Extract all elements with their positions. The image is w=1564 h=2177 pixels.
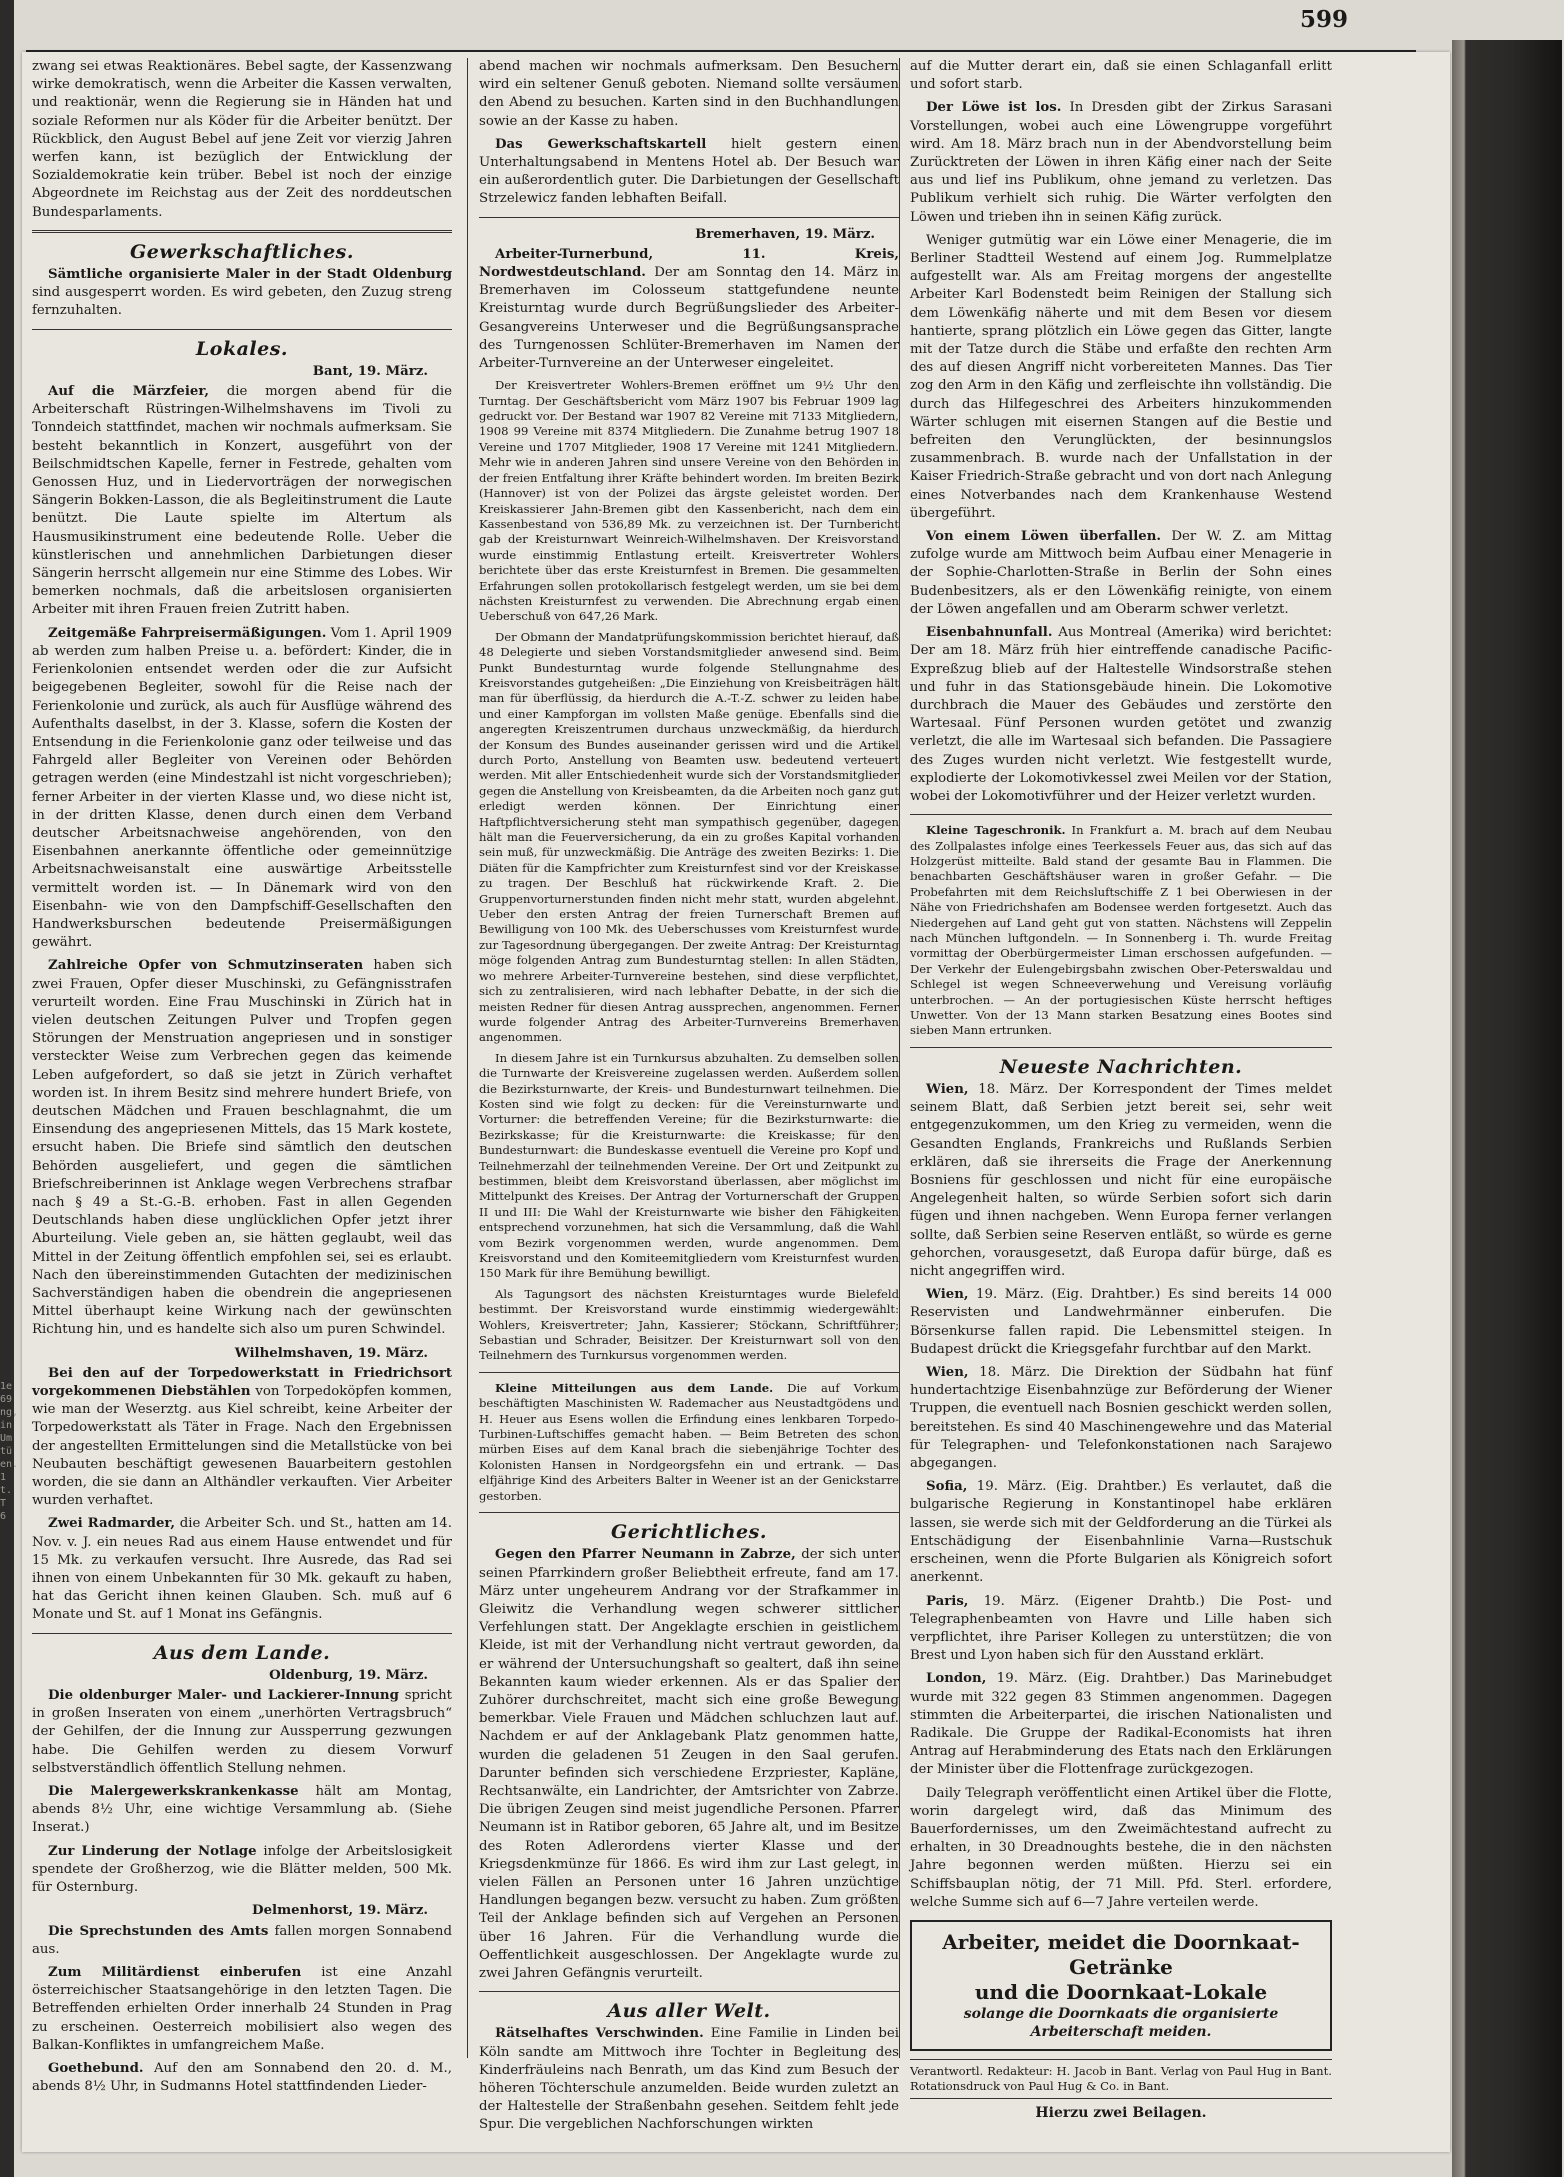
text: hält am Montag, abends 8½ Uhr, eine wichtige Versammlung ab. (Siehe Inserat.) bbox=[32, 1784, 452, 1836]
page-edge bbox=[1452, 40, 1562, 2177]
section-heading-lokales: Lokales. bbox=[195, 337, 289, 360]
paragraph bbox=[910, 1478, 1332, 1587]
lead-phrase: Wien, bbox=[926, 1287, 969, 1303]
dateline: Delmenhorst, 19. März. bbox=[252, 1903, 428, 1919]
text: Vom 1. April 1909 ab werden zum halben Preise u. a. befördert: Kinder, die in Ferienkolonien entsendet werden oder die zur Aufsicht beigegebenen Begleiter, sowohl für die Reise nach der Ferienkolonie und zurück, als auch für Ausflüge während des Aufenthalts daselbst, in der 3. Klasse, sofern die Kosten der Entsendung in die Ferienkolonie ganz oder teilweise und das Fahrgeld aller Begleiter von Vereinen oder Behörden getragen werden (eine Mindestzahl ist nicht vorgeschrieben); ferner Arbeiter in der vierten Klasse und, wo diese nicht ist, in der dritten Klasse, denen durch einen dem Verband deutscher Arbeitsnachweise angehörenden, von den Eisenbahnen anerkannte öffentliche oder gemeinnützige Arbeitsnachweisanstalt eine auswärtige Arbeitsstelle vermittelt worden ist. — In Dänemark wird von den Eisenbahn- wie von den Dampfschiff-Gesellschaften den Handwerksburschen bedeutende Preisermäßigungen gewährt. bbox=[32, 625, 452, 951]
text: 19. März. (Eig. Drahtber.) Es sind bereits 14 000 Reservisten und Landwehrmänner einberufen. Die Börsenkurse fallen rapid. Die Lebensmittel steigen. In Budapest drückt die Kriegsgefahr furchtbar auf den Markt. bbox=[910, 1287, 1332, 1357]
paragraph bbox=[32, 1515, 452, 1624]
lead-phrase: Das Gewerkschaftskartell bbox=[495, 136, 707, 152]
text: die Arbeiter Sch. und St., hatten am 14. Nov. v. J. ein neues Rad aus einem Hause entwendet und für 15 Mk. zu verkaufen versucht. Ihre Ausrede, das Rad sei ihnen von einem Unbekannten für 30 Mk. gekauft zu haben, hat das Gericht ihnen keinen Glauben. Sch. muß auf 6 Monate und St. auf 1 Monat ins Gefängnis. bbox=[32, 1516, 452, 1623]
section-rule bbox=[479, 1372, 899, 1373]
paragraph bbox=[910, 1364, 1332, 1473]
section-rule bbox=[910, 814, 1332, 815]
text: hielt gestern einen Unterhaltungsabend in Mentens Hotel ab. Der Besuch war ein außerordentlich guter. Die Darbietungen der Gesellschaft Strzelewicz fanden lebhaften Beifall. bbox=[479, 136, 899, 207]
lead-phrase: Rätselhaftes Verschwinden. bbox=[495, 2026, 704, 2042]
text: 19. März. (Eigener Drahtb.) Die Post- und Telegraphenbeamten von Havre und Lille haben sich verpflichtet, ihre Pariser Kollegen zu unterstützen; die von Brest und Lyon haben sich für den Ausstand erklärt. bbox=[910, 1593, 1332, 1664]
paragraph bbox=[910, 823, 1332, 1039]
column-1 bbox=[32, 58, 452, 2101]
text: 18. März. Der Korrespondent der Times meldet seinem Blatt, daß Serbien jetzt bereit sei, sehr weit entgegenzukommen, um den Krieg zu vermeiden, wenn die Gesandten Englands, Frankreichs und Rußlands Serbien erklären, daß sie ihrerseits die Frage der Anerkennung Bosniens für geschlossen und nicht für eine europäische Angelegenheit halten, so würde Serbien sofort sich darin fügen und ihnen nachgeben. Wenn Europa ferner verlangen sollte, daß Serbien seine Reserven entläßt, so würde es gerne gehorchen, vorausgesetzt, daß Europa dafür bürge, daß es nicht angegriffen wird. bbox=[910, 1082, 1332, 1280]
section-rule bbox=[32, 329, 452, 330]
section-rule bbox=[32, 230, 452, 233]
section-heading-gewerkschaftliches: Gewerkschaftliches. bbox=[130, 240, 354, 263]
paragraph: Daily Telegraph veröffentlicht einen Artikel über die Flotte, worin dargelegt wird, daß das Minimum des Bauerfordernisses, um den Zweimächtestand aufrecht zu erhalten, in 30 Dreadnoughts bestehe, die in den nächsten Jahre begonnen werden müßten. Hierzu sei ein Schiffsbauplan nötig, der 71 Mill. Pfd. Sterl. erfordere, welche Summe sich auf 6—7 Jahre verteilen werde. bbox=[910, 1785, 1332, 1910]
imprint: Verantwortl. Redakteur: H. Jacob in Bant. Verlag von Paul Hug in Bant. Rotationsdruck von Paul Hug & Co. in Bant. bbox=[910, 2059, 1332, 2099]
section-heading-gerichtliches: Gerichtliches. bbox=[611, 1521, 767, 1544]
text: ist eine Anzahl österreichischer Staatsangehörige in den letzten Tagen. Die Betreffenden erhielten Order innerhalb 24 Stunden in Prag zu erscheinen. Oesterreich mobilisiert also wegen des Balkan-Konfliktes in umfangreichem Maße. bbox=[32, 1964, 452, 2053]
text: In Dresden gibt der Zirkus Sarasani Vorstellungen, wobei auch eine Löwengruppe vorgeführt wird. Am 18. März brach nun in der Abendvorstellung beim Zurücktreten der Löwen in ihren Käfig einer nach der Seite aus und lief ins Publikum, ohne jemand zu verletzen. Das Publikum verhielt sich ruhig. Die Wärter verfolgten den Löwen und trieben ihn in seinen Käfig zurück. bbox=[910, 100, 1332, 225]
lead-phrase: Kleine Tageschronik. bbox=[926, 823, 1066, 838]
lead-phrase: Die oldenburger Maler- und Lackierer-Innung bbox=[48, 1688, 399, 1704]
paragraph bbox=[32, 1964, 452, 2055]
text: die morgen abend für die Arbeiterschaft Rüstringen-Wilhelmshavens im Tivoli zu Tonndeich stattfindet, machen wir nochmals aufmerksam. Sie besteht bekanntlich in Konzert, ausgeführt von der Beilschmidtschen Kapelle, ferner in Festrede, gehalten vom Genossen Huz, und in Liedervorträgen der norwegischen Sängerin Bokken-Lasson, die als Begleitinstrument die Laute benützt. Die Laute spielte im Altertum als Hausmusikinstrument eine bedeutende Rolle. Ueber die künstlerischen und annehmlichen Darbietungen dieser Sängerin herrscht allgemein nur eine Stimme des Lobes. Wir bemerken nochmals, daß die arbeitslosen organisierten Arbeiter mit ihren Frauen freien Zutritt haben. bbox=[32, 384, 452, 618]
paragraph bbox=[32, 957, 452, 1339]
section-rule bbox=[479, 1512, 899, 1513]
paragraph bbox=[479, 2025, 899, 2134]
paragraph bbox=[32, 1923, 452, 1959]
text: 19. März. (Eig. Drahtber.) Es verlautet, daß die bulgarische Regierung in Konstantinopel habe erklären lassen, sie werde sich mit der Geldforderung an die Türkei als Entschädigung der Eisenbahnlinie Varna—Rustschuk erscheinen, wenn die Pforte Bulgarien als Königreich sofort anerkennt. bbox=[910, 1479, 1332, 1586]
section-rule bbox=[32, 1633, 452, 1634]
section-rule bbox=[479, 217, 899, 218]
section-heading-neueste-nachrichten: Neueste Nachrichten. bbox=[999, 1055, 1243, 1078]
paragraph: Als Tagungsort des nächsten Kreisturntages wurde Bielefeld bestimmt. Der Kreisvorstand wurde einstimmig wiedergewählt: Wohlers, Kreisvertreter; Jahn, Kassierer; Stöckann, Schriftführer; Sebastian und Schrader, Beisitzer. Der Kreisturnwart soll von den Teilnehmern des Turnkursus vorgenommen werden. bbox=[479, 1286, 899, 1363]
dateline: Wilhelmshaven, 19. März. bbox=[234, 1345, 428, 1361]
text: Auf den am Sonnabend den 20. d. M., abends 8½ Uhr, in Sudmanns Hotel stattfindenden Lieder- bbox=[32, 2060, 452, 2095]
lead-phrase: Zeitgemäße Fahrpreisermäßigungen. bbox=[48, 625, 327, 641]
text: Der am Sonntag den 14. März in Bremerhaven im Colosseum stattgefundene neunte Kreisturntag wurde durch Begrüßungslieder des Arbeiter-Gesangvereins Unterweser und die Begrüßungsansprache des Turngenossen Schlüter-Bremerhaven im Namen der Arbeiter-Turnvereine an der Unterweser eingeleitet. bbox=[479, 265, 899, 372]
column-2 bbox=[479, 58, 899, 2140]
paragraph bbox=[32, 1365, 452, 1511]
section-heading-aus-aller-welt: Aus aller Welt. bbox=[607, 2000, 771, 2023]
paragraph bbox=[910, 624, 1332, 806]
paragraph bbox=[479, 1546, 899, 1983]
lead-phrase: Sofia, bbox=[926, 1479, 968, 1495]
lead-phrase: Eisenbahnunfall. bbox=[926, 625, 1053, 641]
lead-phrase: London, bbox=[926, 1671, 987, 1687]
supplements-note: Hierzu zwei Beilagen. bbox=[1035, 2104, 1207, 2121]
lead-phrase: Sämtliche organisierte Maler in der Stadt Oldenburg bbox=[48, 267, 452, 283]
text: 19. März. (Eig. Drahtber.) Das Marinebudget wurde mit 322 gegen 83 Stimmen angenommen. Dagegen stimmten die Arbeiterpartei, die irischen Nationalisten und Radikale. Die Gruppe der Radikal-Economists hat ihren Antrag auf Herabminderung des Etats nach den Erklärungen der Minister über die Flottenfrage zurückgezogen. bbox=[910, 1671, 1332, 1778]
paragraph bbox=[32, 1687, 452, 1778]
column-rule bbox=[467, 58, 468, 2058]
text: Aus Montreal (Amerika) wird berichtet: Der am 18. März früh hier eintreffende canadische Pacific-Expreßzug blieb auf der Haltestelle Windsorstraße stehen und fuhr in das Stationsgebäude hinein. Die Lokomotive durchbrach die Mauer des Gebäudes und zerstörte den Wartesaal. Fünf Personen wurden getötet und zwanzig verletzt, die alle im Wartesaal sich befanden. Die Passagiere des Zuges wurden nicht verletzt. Wie festgestellt wurde, explodierte der Lokomotivkessel zwei Meilen vor der Station, wobei der Lokomotivführer und der Heizer verletzt wurden. bbox=[910, 625, 1332, 804]
paragraph bbox=[32, 1843, 452, 1898]
binding-margin-text: 1e 69 ng, in Um tü en. 1 t. T 6 bbox=[0, 1381, 19, 1522]
lead-phrase: Zum Militärdienst einberufen bbox=[48, 1964, 302, 1980]
lead-phrase: Goethebund. bbox=[48, 2060, 144, 2076]
lead-phrase: Arbeiter-Turnerbund, 11. Kreis, Nordwestdeutschland. bbox=[479, 246, 899, 281]
ad-subline: Arbeiterschaft meiden. bbox=[1030, 2023, 1212, 2040]
lead-phrase: Zahlreiche Opfer von Schmutzinseraten bbox=[48, 958, 364, 974]
lead-phrase: Die Malergewerkskrankenkasse bbox=[48, 1784, 299, 1800]
column-3 bbox=[910, 58, 1332, 2122]
paragraph bbox=[32, 625, 452, 953]
dateline: Oldenburg, 19. März. bbox=[269, 1667, 428, 1683]
paragraph bbox=[32, 2060, 452, 2096]
text: spricht in großen Inseraten von einem „unerhörten Vertragsbruch“ der Gehilfen, der die Innung zur Aussperrung gezwungen habe. Die Gehilfen werden zu diesem Vorwurf selbstverständlich öffentlich Stellung nehmen. bbox=[32, 1688, 452, 1776]
paragraph bbox=[32, 266, 452, 321]
lead-phrase: Gegen den Pfarrer Neumann in Zabrze, bbox=[495, 1547, 796, 1563]
ad-subline: solange die Doornkaats die organisierte bbox=[963, 2005, 1279, 2022]
text: haben sich zwei Frauen, Opfer dieser Muschinski, zu Gefängnisstrafen verurteilt worden. Eine Frau Muschinski in Zürich hat in vielen deutschen Zeitungen Pulver und Tropfen gegen Störungen der Menstruation angepriesen und in sonstiger versteckter Weise zum Verbrechen gegen das keimende Leben aufgefordert, so daß sie jetzt in Zürich verhaftet worden ist. In ihrem Besitz sind mehrere hundert Briefe, von deutschen Mädchen und Frauen beschlagnahmt, die um Einsendung des angepriesenen Mittels, das 15 Mark kostete, ersucht haben. Die Briefe sind sämtlich den deutschen Behörden ausgeliefert, und gegen die sämtlichen Briefschreiberinnen ist Anklage wegen Verbrechens strafbar nach § 49 a St.-G.-B. erhoben. Fast in allen Gegenden Deutschlands haben diese unglücklichen Opfer jetzt ihrer Aburteilung. Viele geben an, sie hätten geglaubt, weil das Mittel in der Zeitung öffentlich empfohlen sei, sei es erlaubt. Nach den übereinstimmenden Gutachten der medizinischen Sachverständigen haben die obendrein die angepriesenen Mittel überhaupt keine Wirkung nach der gewünschten Richtung hin, und es handelte sich also um puren Schwindel. bbox=[32, 958, 453, 1338]
text: der sich unter seinen Pfarrkindern großer Beliebtheit erfreute, fand am 17. März unter ungeheurem Andrang vor der Strafkammer in Gleiwitz die Verhandlung wegen schwerer sittlicher Verfehlungen statt. Der Angeklagte erschien in geistlichem Kleide, ist mit der Verhandlung nicht vertraut geworden, da er während der Untersuchungshaft so gealtert, daß ihn seine Bekannten kaum wieder erkennen. Als er das Spalier der Zuhörer durchschreitet, macht sich eine große Bewegung bemerkbar. Viele Frauen und Mädchen schluchzen laut auf. Nachdem er auf der Anklagebank Platz genommen hatte, wurden die geladenen 51 Zeugen in den Saal gerufen. Darunter befinden sich verschiedene Erzpriester, Kapläne, Rechtsanwälte, ein Landrichter, der Amtsrichter von Zabrze. Die übrigen Zeugen sind meist jugendliche Personen. Pfarrer Neumann ist in Ratibor geboren, 65 Jahre alt, und im Besitze des Roten Adlerordens vierter Klasse und der Kriegsdenkmünze für 1866. Es wird ihm zur Last gelegt, in vielen Fällen an Personen unter 16 Jahren unzüchtige Handlungen begangen bezw. versucht zu haben. Zum größten Teil der Anklage befinden sich auf Vergehen an Personen über 16 Jahren. Für die Verhandlung wurde die Oeffentlichkeit ausgeschlossen. Der Angeklagte wurde zu zwei Jahren Gefängnis verurteilt. bbox=[479, 1547, 899, 1981]
ad-headline: und die Doornkaat-Lokale bbox=[974, 1979, 1268, 2004]
lead-phrase: Von einem Löwen überfallen. bbox=[926, 529, 1162, 545]
paragraph: Der Kreisvertreter Wohlers-Bremen eröffnet um 9½ Uhr den Turntag. Der Geschäftsbericht vom März 1907 bis Februar 1909 lag gedruckt vor. Der Bestand war 1907 82 Vereine mit 7133 Mitgliedern, 1908 99 Vereine mit 8374 Mitgliedern. Die Zunahme betrug 1907 18 Vereine und 1707 Mitglieder, 1908 17 Vereine mit 1241 Mitgliedern. Mehr wie in anderen Jahren sind unsere Vereine von den Behörden in der freien Entfaltung ihrer Kräfte behindert worden. Im breiten Bezirk (Hannover) ist von der Polizei das ärgste geleistet worden. Der Kreiskassierer Jahn-Bremen gibt den Kassenbericht, nach dem ein Kassenbestand von 536,89 Mk. zu verzeichnen ist. Der Turnbericht gab der Kreisturnwart Weinreich-Wilhelmshaven. Der Kreisvorstand wurde einstimmig Entlastung erteilt. Kreisvertreter Wohlers berichtete über das erste Kreisturnfest in Bremen. Die gesammelten Erfahrungen sollen protokollarisch festgelegt werden, um sie bei dem nächsten Kreisturnfest zu verwenden. Die Abrechnung ergab einen Ueberschuß von 647,26 Mark. bbox=[479, 378, 899, 624]
text: In Frankfurt a. M. brach auf dem Neubau des Zollpalastes infolge eines Teerkessels Feuer aus, das sich auf das Holzgerüst mitteilte. Bald stand der gesamte Bau in Flammen. Die benachbarten Geschäftshäuser waren in großer Gefahr. — Die Probefahrten mit dem Reichsluftschiffe Z 1 bei Oberwiesen in der Nähe von Friedrichshafen am Bodensee werden fortgesetzt. Auch das Niedergehen auf Land geht gut von statten. Nächstens will Zeppelin nach München luftgondeln. — In Sonnenberg i. Th. wurde Freitag vormittag der Oberbürgermeister Liman erschossen aufgefunden. — Der Verkehr der Eulengebirgsbahn zwischen Ober-Peterswaldau und Schlegel ist wegen Schneeverwehung und Vereisung vorläufig unterbrochen. — An der portugiesischen Küste herrscht heftiges Unwetter. Von der 13 Mann starken Besatzung eines Bootes sind sieben Mann ertrunken. bbox=[910, 823, 1332, 1038]
lead-phrase: Zwei Radmarder, bbox=[48, 1516, 176, 1532]
small-print-block bbox=[479, 378, 899, 1364]
dateline: Bant, 19. März. bbox=[312, 363, 428, 379]
paragraph: In diesem Jahre ist ein Turnkursus abzuhalten. Zu demselben sollen die Turnwarte der Kreisvereine zugelassen werden. Außerdem sollen die Bezirksturnwarte, der Kreis- und Bundesturnwart teilnehmen. Die Kosten sind wie folgt zu decken: für die Vereinsturnwarte und Vorturner: die betreffenden Vereine; für die Bezirksturnwarte: die Bezirkskasse; für die Kreisturnwarte: die Kreiskasse; für den Bundesturnwart: die Bundeskasse eventuell die Vereine pro Kopf und Teilnehmerzahl der teilnehmenden Vereine. Der Ort und Zeitpunkt zu bestimmen, bleibt dem Kreisvorstand überlassen, aber möglichst im Mittelpunkt des Kreises. Der Antrag der Vorturnerschaft der Gruppen II und III: Die Wahl der Kreisturnwarte wie bisher den Fähigkeiten entsprechend vorzunehmen, hat sich die Versammlung, daß die Wahl vom Bezirk vorgenommen werden, wurde angenommen. Dem Kreisvorstand und den Komiteemitgliedern vom Kreisturnfest wurden 150 Mark für ihre Bemühung bewilligt. bbox=[479, 1050, 899, 1281]
paragraph: Weniger gutmütig war ein Löwe einer Menagerie, die im Berliner Stadtteil Westend auf einem Jog. Rummelplatze aufgestellt war. Als am Freitag morgens der angestellte Arbeiter Karl Bodenstedt beim Reinigen der Stallung sich dem Löwenkäfig näherte und mit dem Besen vor diesem hantierte, sprang plötzlich ein Löwe gegen das Gitter, langte mit der Tatze durch die Stäbe und erfaßte den rechten Arm des auf diesen Angriff nicht vorbereiteten Mannes. Das Tier zog den Arm in den Käfig und zerfleischte ihn vollständig. Die durch das Hilfegeschrei des Arbeiters hinzukommenden Wärter schlugen mit eisernen Stangen auf die Bestie und befreiten den Verunglückten, der besinnungslos zusammenbrach. B. wurde nach der Unfallstation in der Kaiser Friedrich-Straße gebracht und von dort nach Anlegung eines Notverbandes nach dem Krankenhause Westend übergeführt. bbox=[910, 232, 1332, 521]
lead-phrase: Zur Linderung der Notlage bbox=[48, 1843, 257, 1859]
paragraph bbox=[910, 528, 1332, 619]
text: Eine Familie in Linden bei Köln sandte am Mittwoch ihre Tochter in Begleitung des Kinderfräuleins nach Benrath, um das Kind zum Besuch der höheren Töchterschule anzumelden. Beide wurden zuletzt an der Haltestelle der Straßenbahn gesehen. Seitdem fehlt jede Spur. Die vergeblichen Nachforschungen wirkten bbox=[479, 2026, 899, 2133]
text: infolge der Arbeitslosigkeit spendete der Großherzog, wie die Blätter melden, 500 Mk. für Osternburg. bbox=[32, 1843, 452, 1896]
top-rule bbox=[26, 50, 1416, 52]
paragraph: auf die Mutter derart ein, daß sie einen Schlaganfall erlitt und sofort starb. bbox=[910, 59, 1332, 93]
lead-phrase: Wien, bbox=[926, 1082, 969, 1098]
paragraph bbox=[910, 1670, 1332, 1779]
paragraph: Der Obmann der Mandatprüfungskommission berichtet hierauf, daß 48 Delegierte und sieben Vorstandsmitglieder anwesend sind. Beim Punkt Bundesturntag wurde folgende Stellungnahme des Kreisvorstandes gutgeheißen: „Die Einziehung von Kreisbeiträgen hält man für überflüssig, da hierdurch die A.-T.-Z. schwer zu leiden habe und einer Kampforgan im vollsten Maße genüge. Ebenfalls sind die angeregten Kreiszentrumen durchaus unzweckmäßig, da hierdurch der Konsum des Bundes auseinander gerissen wird und die Artikel durch Porto, Anstellung von Beamten usw. bedeutend verteuert werden. Mit aller Entschiedenheit wurde sich der Vorstandsmitglieder gegen die Anstellung von Kreisbeamten, da die Arbeiten noch ganz gut erledigt werden können. Der Einrichtung einer Haftpflichtversicherung steht man sympathisch gegenüber, dagegen hält man die Feuerversicherung, da ein zu großes Kapital vorhanden sein muß, für unzweckmäßig. Die Anträge des zweiten Bezirks: 1. Die Diäten für die Kampfrichter zum Kreisturnfest sind vor der Kreiskasse zu tragen. Der Beschluß hat rückwirkende Kraft. 2. Die Gruppenvorturnerstunden finden nicht mehr statt, wurden abgelehnt. Ueber den ersten Antrag der freien Turnerschaft Bremen auf Bewilligung von 100 Mk. des Ueberschusses vom Kreisturnfest wurde zur Tagesordnung übergegangen. Der zweite Antrag: Der Kreisturntag möge folgenden Antrag zum Bundesturntag stellen: In allen Städten, wo mehrere Arbeiter-Turnvereine bestehen, sind diese verpflichtet, sich zu zentralisieren, wird nach lebhafter Debatte, in der sich die meisten Redner für diesen Antrag aussprechen, angenommen. Ferner wurde folgender Antrag des Arbeiter-Turnvereins Bremerhaven angenommen. bbox=[479, 629, 899, 1045]
paragraph bbox=[910, 1081, 1332, 1281]
lead-phrase: Kleine Mitteilungen aus dem Lande. bbox=[495, 1380, 774, 1395]
paragraph bbox=[910, 1286, 1332, 1359]
section-rule bbox=[479, 1991, 899, 1992]
paragraph bbox=[479, 246, 899, 373]
lead-phrase: Die Sprechstunden des Amts bbox=[48, 1923, 269, 1939]
lead-phrase: Der Löwe ist los. bbox=[926, 100, 1062, 116]
page-number: 599 bbox=[1300, 6, 1349, 33]
lead-phrase: Wien, bbox=[926, 1365, 969, 1381]
text: 18. März. Die Direktion der Südbahn hat fünf hundertachtzige Eisenbahnzüge zur Beförderung der Wiener Truppen, die eventuell nach Bosnien geschickt werden sollen, bereitstehen. Es sind 40 Maschinengewehre und das Material für Telegraphen- und Telefonkonstationen nach Sarajewo abgegangen. bbox=[910, 1365, 1332, 1472]
column-rule bbox=[899, 58, 900, 2058]
paragraph bbox=[32, 383, 452, 620]
ad-headline: Arbeiter, meidet die Doornkaat-Getränke bbox=[942, 1929, 1300, 1979]
text: Die auf Vorkum beschäftigten Maschinisten W. Rademacher aus Neustadtgödens und H. Heuer aus Esens wollen die Erfindung eines lenkbaren Torpedo-Turbinen-Luftschiffes gemacht haben. — Beim Betreten des schon mürben Eises auf dem Kanal brach die siebenjährige Tochter des Kolonisten Hansen in Nordgeorgsfehn ein und ertrank. — Das elfjährige Kind des Arbeiters Balter in Weener ist an der Genickstarre gestorben. bbox=[479, 1380, 900, 1503]
section-heading-aus-dem-lande: Aus dem Lande. bbox=[153, 1641, 331, 1664]
binding bbox=[0, 0, 19, 2177]
text: von Torpedoköpfen kommen, wie man der Weserztg. aus Kiel schreibt, keine Arbeiter der Torpedowerkstatt als Täter in Frage. Nach den Ergebnissen der angestellten Ermittelungen sind die Metallstücke von bei Neubauten beschäftigt gewesenen Bauarbeitern gestohlen worden, die sie dann an Althändler verkauften. Vier Arbeiter wurden verhaftet. bbox=[32, 1384, 452, 1509]
paragraph: abend machen wir nochmals aufmerksam. Den Besuchern wird ein seltener Genuß geboten. Niemand sollte versäumen den Abend zu besuchen. Karten sind in den Buchhandlungen sowie an der Kasse zu haben. bbox=[479, 59, 899, 129]
paragraph bbox=[910, 1593, 1332, 1666]
paragraph bbox=[910, 99, 1332, 226]
dateline: Bremerhaven, 19. März. bbox=[695, 226, 875, 242]
paragraph bbox=[32, 1783, 452, 1838]
paragraph bbox=[479, 136, 899, 209]
paragraph: zwang sei etwas Reaktionäres. Bebel sagte, der Kassenzwang wirke demokratisch, wenn die Arbeiter die Kassen verwalten, und reaktionär, wenn die Regierung sie in Händen hat und soziale Reformen nur als Köder für die Arbeiter benützt. Der Rückblick, den August Bebel auf jene Zeit vor vierzig Jahren werfen kann, ist bezüglich der Entwicklung der Sozialdemokratie kein trüber. Bebel ist noch der einzige Abgeordnete im Reichstag aus der Zeit des norddeutschen Bundesparlaments. bbox=[32, 59, 452, 220]
text: sind ausgesperrt worden. Es wird gebeten, den Zuzug streng fernzuhalten. bbox=[32, 285, 452, 319]
text: Der W. Z. am Mittag zufolge wurde am Mittwoch beim Aufbau einer Menagerie in der Sophie-Charlotten-Straße in Berlin der Sohn eines Budenbesitzers, als er den Löwenkäfig reinigte, von einem der Löwen angefallen und am Oberarm schwer verletzt. bbox=[910, 529, 1332, 617]
text: fallen morgen Sonnabend aus. bbox=[32, 1923, 452, 1957]
lead-phrase: Bei den auf der Torpedowerkstatt in Friedrichsort vorgekommenen Diebstählen bbox=[32, 1365, 452, 1400]
lead-phrase: Auf die Märzfeier, bbox=[48, 384, 209, 400]
paragraph bbox=[479, 1381, 899, 1504]
advertisement-box bbox=[910, 1920, 1332, 2051]
section-rule bbox=[910, 1047, 1332, 1048]
lead-phrase: Paris, bbox=[926, 1593, 969, 1609]
